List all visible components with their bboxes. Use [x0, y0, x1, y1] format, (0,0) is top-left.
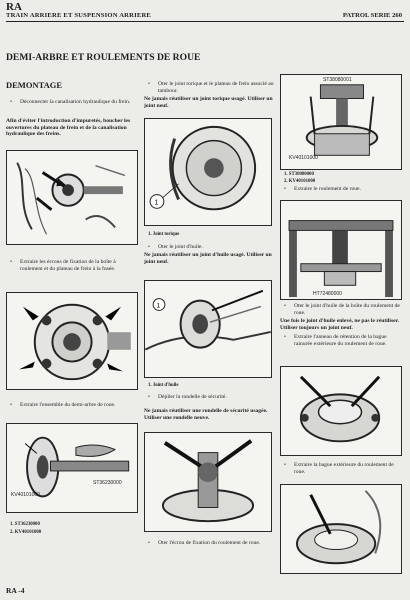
col1-step2: Extraire les écrous de fixation de la boîte à roulement et du plateau de frein à la fusée.: [20, 259, 116, 272]
col2-step1: Oter le joint torique et le plateau de frein associé au tambour.: [158, 81, 274, 94]
fig-caption-1: 1. ST38080000: [284, 172, 314, 177]
page-title: DEMI-ARBRE ET ROULEMENTS DE ROUE: [6, 52, 201, 63]
col3-step2-note: Une fois le joint d'huile enlevé, ne pas le réutiliser. Utiliser toujours un joint neuf.: [280, 318, 399, 331]
col1-step3: Extraire l'ensemble du demi-arbre de roue.: [20, 402, 116, 408]
figure-press: [280, 200, 402, 300]
col3-step3: Extraire l'anneau de rétention de la bague rainurée extérieure du roulement de roue.: [294, 334, 387, 347]
tool-label-ht72480000: HT72480000: [313, 291, 342, 297]
svg-text:1: 1: [156, 302, 161, 310]
col1-step1-note: Afin d'éviter l'introduction d'impuretés, boucher les ouvertures du plateau de frein et de la canalisation hydraulique des freins.: [6, 118, 131, 138]
bullet: •: [284, 334, 286, 340]
col1-step1: Déconnecter la canalisation hydraulique du frein.: [20, 99, 131, 105]
bullet: •: [148, 81, 150, 87]
page-number: RA -4: [6, 586, 25, 595]
fig-caption-o-ring: 1. Joint torique: [148, 232, 180, 237]
figure-lock-washer: [144, 432, 272, 532]
figure-axle-extraction: [6, 423, 138, 513]
col3-step2: Oter le joint d'huile de la boîte du roulement de roue.: [294, 303, 400, 316]
bullet: •: [284, 186, 286, 192]
figure-bearing-puller: [280, 74, 402, 170]
col2-step2: Oter le joint d'huile.: [158, 244, 203, 250]
section-heading: DEMONTAGE: [6, 80, 63, 90]
bullet: •: [10, 259, 12, 265]
page-header: [0, 0, 410, 22]
bullet: •: [10, 99, 12, 105]
model-series: PATROL SERIE 260: [342, 12, 402, 19]
col3-step4: Extraire la bague extérieure du roulement de roue.: [294, 462, 394, 475]
fig-caption-2: 2. KV40101000: [284, 179, 316, 184]
chapter-title: TRAIN ARRIERE ET SUSPENSION ARRIERE: [6, 12, 152, 19]
svg-text:1: 1: [154, 199, 159, 207]
figure-outer-race: [280, 484, 402, 574]
fig-caption-oil-seal: 1. Joint d'huile: [148, 383, 179, 388]
fig-caption-1: 1. ST36230000: [10, 522, 40, 527]
bullet: •: [148, 394, 150, 400]
figure-bearing-nuts: [6, 292, 138, 390]
figure-retaining-ring: [280, 366, 402, 456]
bullet: •: [284, 462, 286, 468]
tool-label-st38080001: ST38080001: [323, 77, 352, 83]
figure-brake-line: [6, 150, 138, 245]
tool-label-kv40101000: KV40101000: [11, 492, 40, 498]
figure-oil-seal: [144, 280, 272, 378]
bullet: •: [284, 303, 286, 309]
bullet: •: [148, 540, 150, 546]
bullet: •: [10, 402, 12, 408]
bullet: •: [148, 244, 150, 250]
tool-label-kv40101000: KV40101000: [289, 155, 318, 161]
section-code: RA: [6, 1, 22, 13]
header-rule: [6, 21, 404, 22]
col2-step2-note: Ne jamais réutiliser un joint d'huile usagé. Utiliser un joint neuf.: [144, 252, 272, 265]
col2-step3: Déplier la rondelle de sécurité.: [158, 394, 227, 400]
col2-step3-note: Ne jamais réutiliser une rondelle de sécurité usagée. Utiliser une rondelle neuve.: [144, 408, 268, 421]
col2-step4: Oter l'écrou de fixation du roulement de roue.: [158, 540, 261, 546]
col3-step1: Extraire le roulement de roue.: [294, 186, 361, 192]
figure-o-ring: [144, 118, 272, 226]
tool-label-st36230000: ST36230000: [93, 480, 122, 486]
fig-caption-2: 2. KV40101000: [10, 530, 42, 535]
col2-step1-note: Ne jamais réutiliser un joint torique usagé. Utiliser un joint neuf.: [144, 96, 273, 109]
